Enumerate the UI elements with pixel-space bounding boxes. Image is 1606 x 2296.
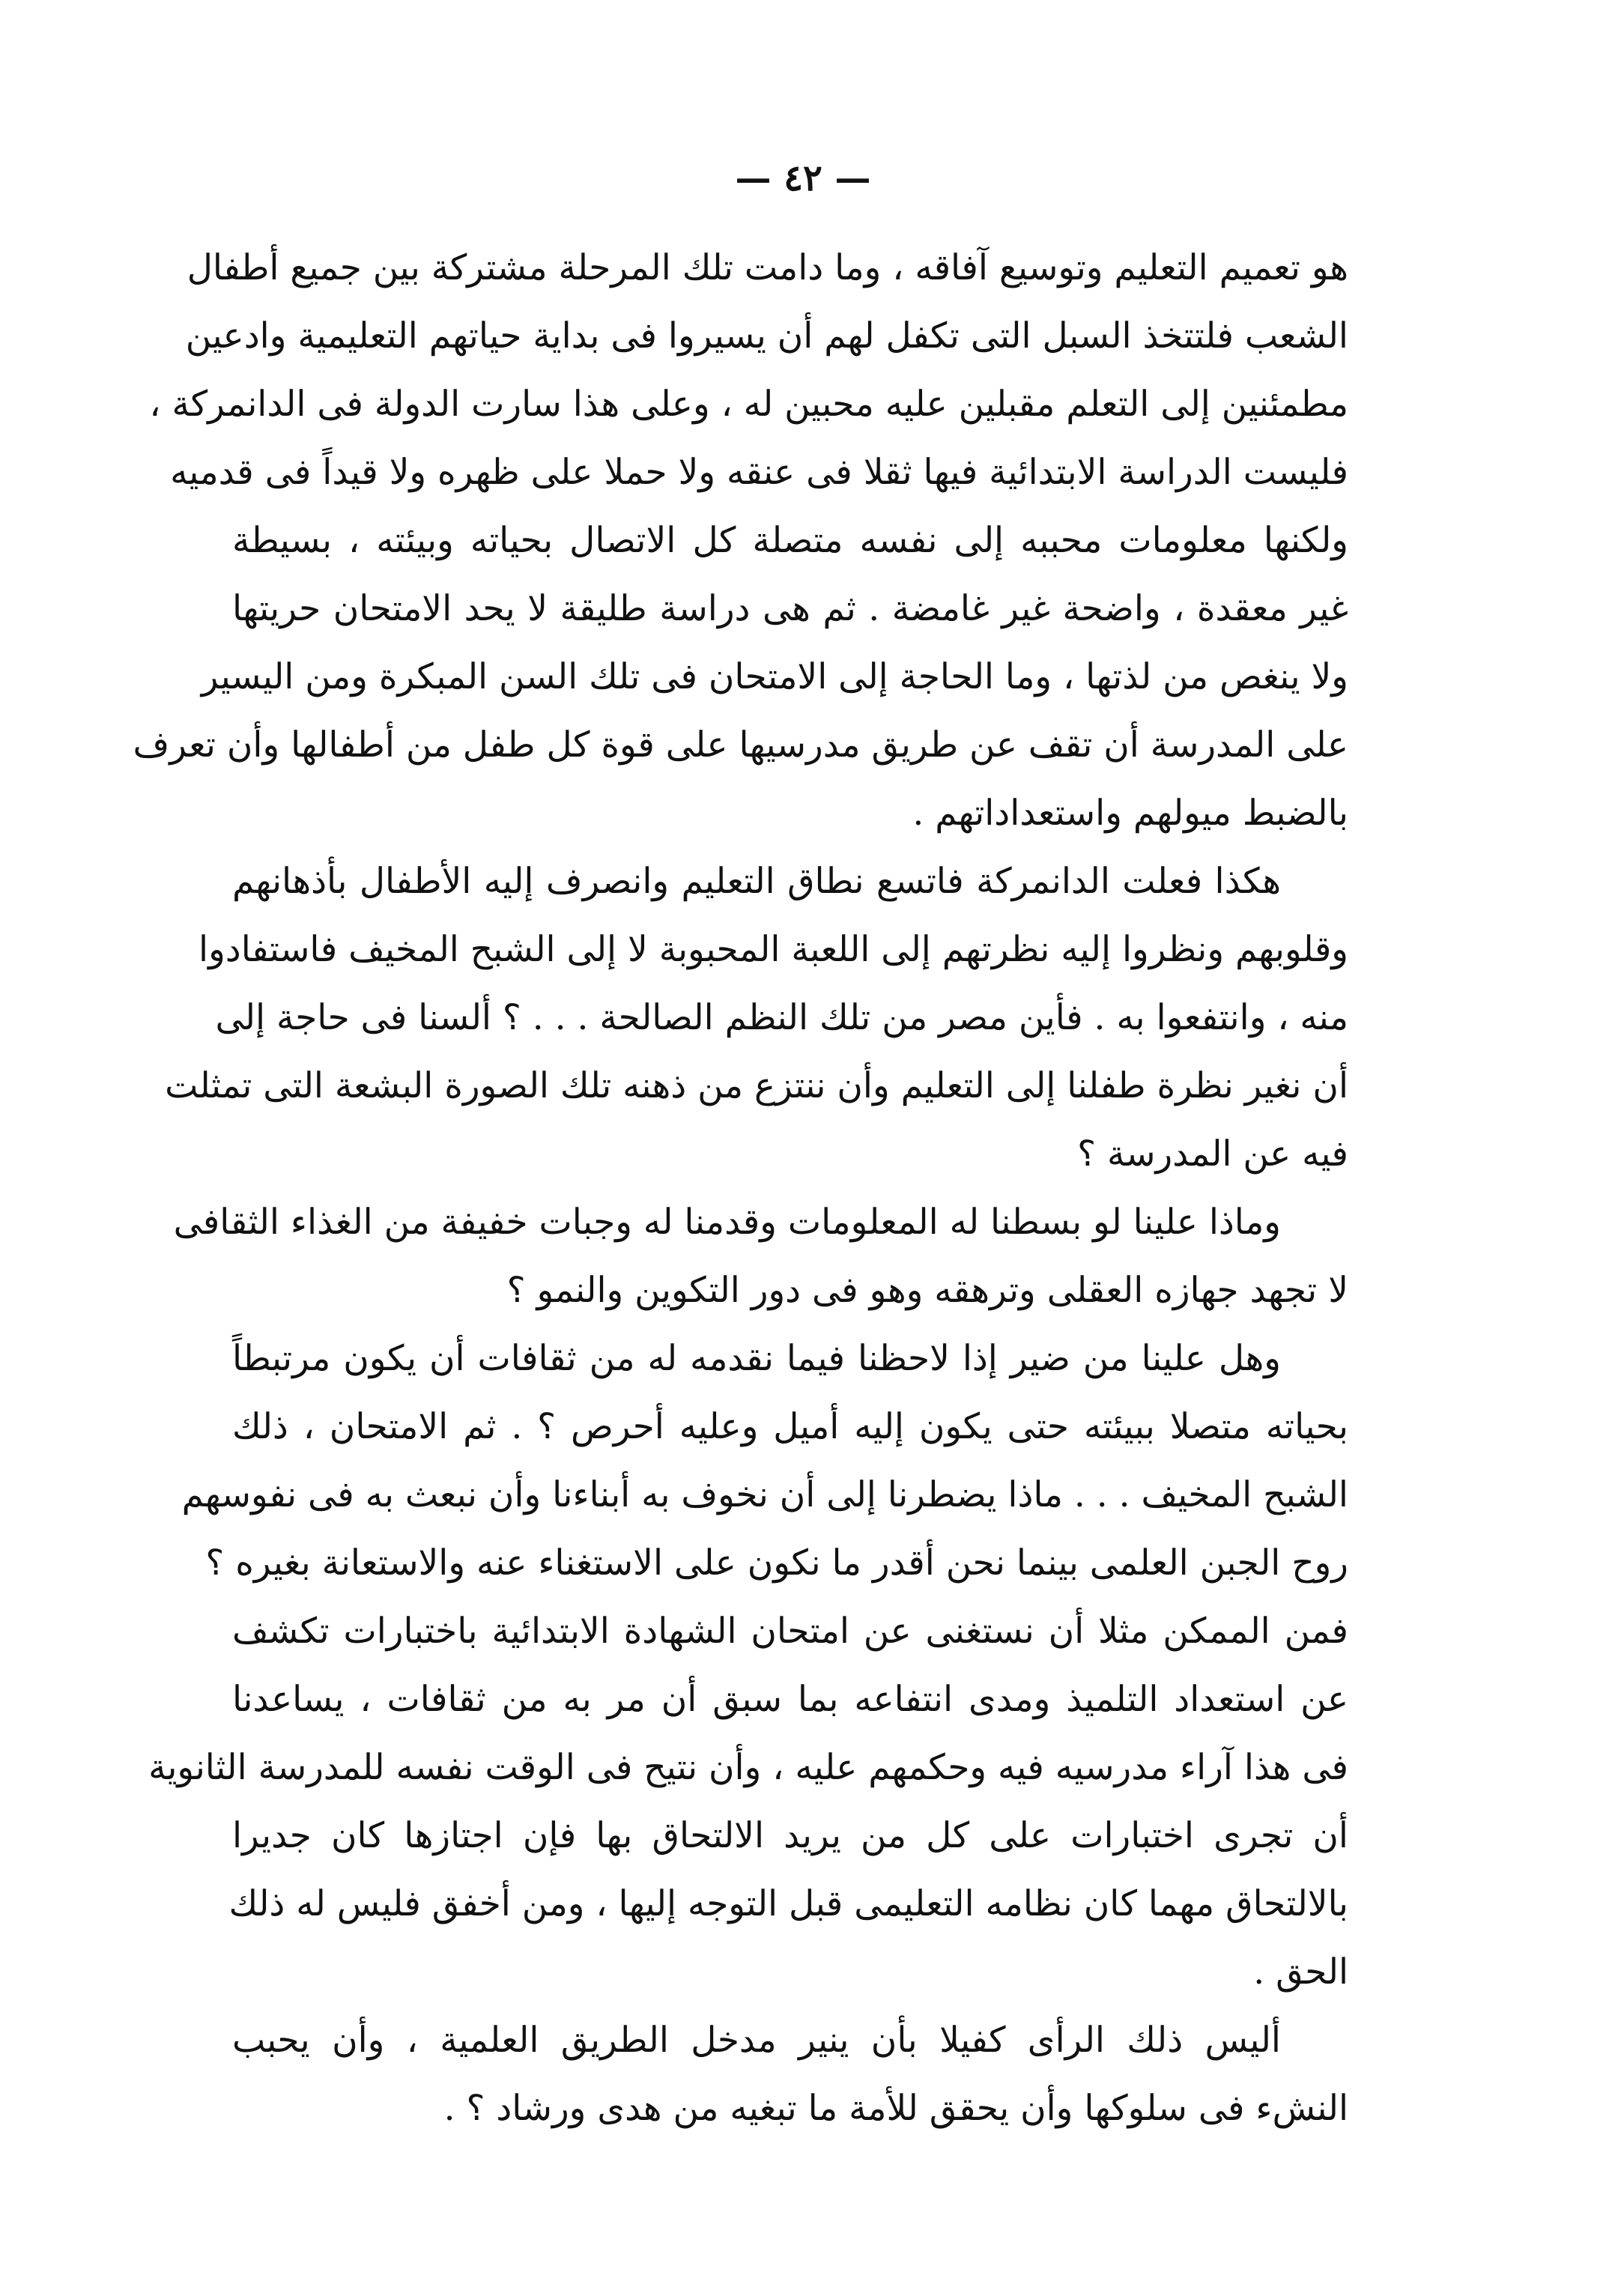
paragraph bbox=[232, 2006, 1348, 2142]
text-line: هو تعميم التعليم وتوسيع آفاقه ، وما دامت تلك المرحلة مشتركة بين جميع أطفال bbox=[187, 247, 1348, 288]
text-line: مطمئنين إلى التعلم مقبلين عليه محبين له ، وعلى هذا سارت الدولة فى الدانمركة ، bbox=[149, 384, 1348, 425]
text-line: فليست الدراسة الابتدائية فيها ثقلا فى عنقه ولا حملا على ظهره ولا قيداً فى قدميه bbox=[170, 452, 1348, 493]
text-line: هكذا فعلت الدانمركة فاتسع نطاق التعليم وانصرف إليه الأطفال بأذهانهم bbox=[232, 861, 1281, 902]
text-line: ولكنها معلومات محببه إلى نفسه متصلة كل الاتصال بحياته وبيئته ، بسيطة bbox=[232, 520, 1348, 561]
body-text bbox=[133, 234, 1348, 2142]
text-line: منه ، وانتفعوا به . فأين مصر من تلك النظم الصالحة . . . ؟ ألسنا فى حاجة إلى bbox=[215, 997, 1348, 1038]
paragraph bbox=[133, 234, 1348, 847]
text-line: بالالتحاق مهما كان نظامه التعليمى قبل التوجه إليها ، ومن أخفق فليس له ذلك bbox=[228, 1883, 1348, 1924]
text-line: فى هذا آراء مدرسيه فيه وحكمهم عليه ، وأن نتيح فى الوقت نفسه للمدرسة الثانوية bbox=[148, 1747, 1348, 1788]
text-line: الشبح المخيف . . . ماذا يضطرنا إلى أن نخوف به أبناءنا وأن نبعث به فى نفوسهم bbox=[181, 1474, 1348, 1515]
page-number: — ٤٢ — bbox=[735, 157, 871, 199]
text-line: أن تجرى اختبارات على كل من يريد الالتحاق بها فإن اجتازها كان جديرا bbox=[232, 1815, 1348, 1856]
text-line: بالضبط ميولهم واستعداداتهم . bbox=[912, 793, 1348, 834]
text-line: وقلوبهم ونظروا إليه نظرتهم إلى اللعبة المحبوبة لا إلى الشبح المخيف فاستفادوا bbox=[199, 929, 1348, 970]
text-line: أن نغير نظرة طفلنا إلى التعليم وأن ننتزع من ذهنه تلك الصورة البشعة التى تمثلت bbox=[165, 1065, 1348, 1106]
text-line: فمن الممكن مثلا أن نستغنى عن امتحان الشهادة الابتدائية باختبارات تكشف bbox=[232, 1611, 1348, 1652]
paragraph bbox=[165, 847, 1348, 1188]
text-line: وماذا علينا لو بسطنا له المعلومات وقدمنا له وجبات خفيفة من الغذاء الثقافى bbox=[173, 1202, 1281, 1243]
text-line: روح الجبن العلمى بينما نحن أقدر ما نكون على الاستغناء عنه والاستعانة بغيره ؟ bbox=[205, 1542, 1348, 1584]
text-line: على المدرسة أن تقف عن طريق مدرسيها على قوة كل طفل من أطفالها وأن تعرف bbox=[133, 724, 1348, 766]
text-line: ولا ينغص من لذتها ، وما الحاجة إلى الامتحان فى تلك السن المبكرة ومن اليسير bbox=[201, 656, 1348, 697]
paragraph bbox=[173, 1188, 1348, 1324]
text-line: وهل علينا من ضير إذا لاحظنا فيما نقدمه له من ثقافات أن يكون مرتبطاً bbox=[232, 1338, 1281, 1379]
text-line: غير معقدة ، واضحة غير غامضة . ثم هى دراسة طليقة لا يحد الامتحان حريتها bbox=[232, 588, 1348, 629]
text-line: عن استعداد التلميذ ومدى انتفاعه بما سبق أن مر به من ثقافات ، يساعدنا bbox=[232, 1679, 1348, 1720]
text-line: لا تجهد جهازه العقلى وترهقه وهو فى دور التكوين والنمو ؟ bbox=[506, 1270, 1348, 1311]
text-line: بحياته متصلا ببيئته حتى يكون إليه أميل وعليه أحرص ؟ . ثم الامتحان ، ذلك bbox=[232, 1406, 1348, 1447]
paragraph bbox=[148, 1324, 1348, 2006]
text-line: النشء فى سلوكها وأن يحقق للأمة ما تبغيه من هدى ورشاد ؟ . bbox=[443, 2088, 1348, 2129]
text-line: فيه عن المدرسة ؟ bbox=[1077, 1133, 1348, 1175]
text-line: الشعب فلتتخذ السبل التى تكفل لهم أن يسيروا فى بداية حياتهم التعليمية وادعين bbox=[185, 315, 1348, 357]
text-line: الحق . bbox=[1253, 1951, 1348, 1993]
text-line: أليس ذلك الرأى كفيلا بأن ينير مدخل الطريق العلمية ، وأن يحبب bbox=[232, 2020, 1281, 2061]
